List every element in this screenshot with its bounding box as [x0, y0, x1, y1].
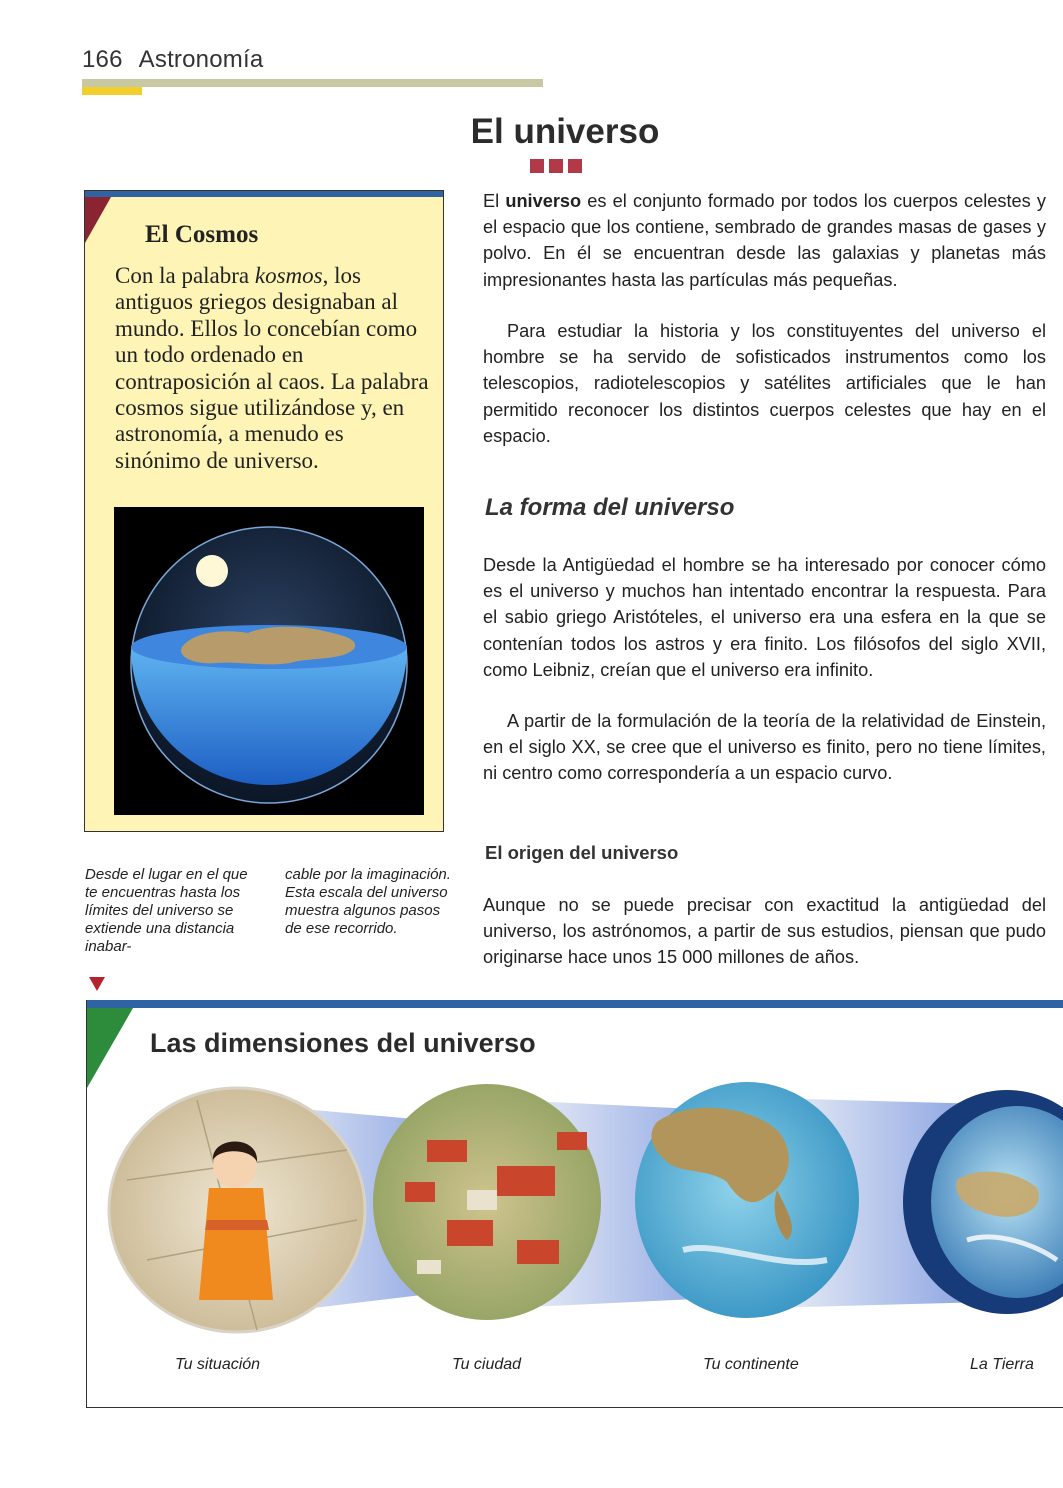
page-title: El universo [470, 112, 660, 151]
forma-paragraph-1: Desde la Antigüedad el hombre se ha interesado por conocer cómo es el universo y muchos han intentado encontrar la respuesta. Para el sabio griego Aristóteles, el universo era una esfera en la que se contenían todos los astros y era finito. Los filósofos del siglo XVII, como Leibniz, creían que el universo era infinito. [483, 555, 1046, 680]
scale-caption-tierra: La Tierra [970, 1356, 1034, 1373]
scale-caption-situacion: Tu situación [175, 1356, 261, 1373]
universo-term: universo [505, 191, 582, 211]
box-top-bar [85, 191, 443, 197]
box-corner-accent [85, 197, 111, 243]
caption-column-2: cable por la imaginación. Esta escala del universo muestra algunos pasos de ese recorrido. [285, 866, 451, 937]
cosmos-heading: El Cosmos [145, 221, 259, 248]
forma-heading: La forma del universo [485, 494, 735, 521]
cosmos-box [84, 190, 444, 832]
page-number: 166 [82, 46, 123, 73]
scale-illustration [87, 1070, 1063, 1350]
kosmos-term: kosmos [254, 263, 323, 288]
intro-paragraph-2: Para estudiar la historia y los constituyentes del universo el hombre se ha servido de sofisticados instrumentos como los telescopios, radiotelescopios y satélites artificiales que le han permitido reconocer los distintos cuerpos celestes que hay en el espacio. [483, 321, 1046, 446]
panel-top-bar [87, 1000, 1063, 1008]
scale-caption-ciudad: Tu ciudad [452, 1356, 522, 1373]
caption-column-1: Desde el lugar en el que te encuentras hasta los límites del universo se extiende una distancia inabar- [85, 866, 248, 955]
forma-paragraph-2: A partir de la formulación de la teoría de la relatividad de Einstein, en el siglo XX, se cree que el universo es finito, pero no tiene límites, ni centro como correspondería a un espacio curvo. [483, 711, 1046, 784]
origen-heading: El origen del universo [485, 842, 679, 863]
intro-paragraph-1: El universo es el conjunto formado por todos los cuerpos celestes y el espacio que los contiene, sembrado de grandes masas de gases y polvo. En él se encuentran desde las galaxias y planetas más impresionantes hasta las partículas más pequeñas. [483, 191, 1046, 290]
header-rule [82, 79, 543, 87]
greek-cosmos-illustration [114, 507, 424, 815]
scale-caption-continente: Tu continente [703, 1356, 799, 1373]
header-accent-bar [82, 87, 142, 95]
cosmos-text: Con la palabra kosmos, los antiguos griegos designaban al mundo. Ellos lo concebían como un todo ordenado en contraposición al caos. La palabra cosmos sigue utilizándose y, en astronomía, a menudo es sinónimo de universo. [115, 263, 429, 473]
running-header [82, 46, 263, 74]
section-name: Astronomía [138, 46, 264, 73]
dimensions-panel [86, 1000, 1063, 1408]
origen-paragraph: Aunque no se puede precisar con exactitud la antigüedad del universo, los astrónomos, a partir de sus estudios, piensan que pudo originarse hace unos 15 000 millones de años. [483, 895, 1046, 968]
dimensions-heading: Las dimensiones del universo [150, 1028, 536, 1058]
caption-arrow-icon [89, 977, 105, 991]
title-ornament [530, 159, 587, 178]
